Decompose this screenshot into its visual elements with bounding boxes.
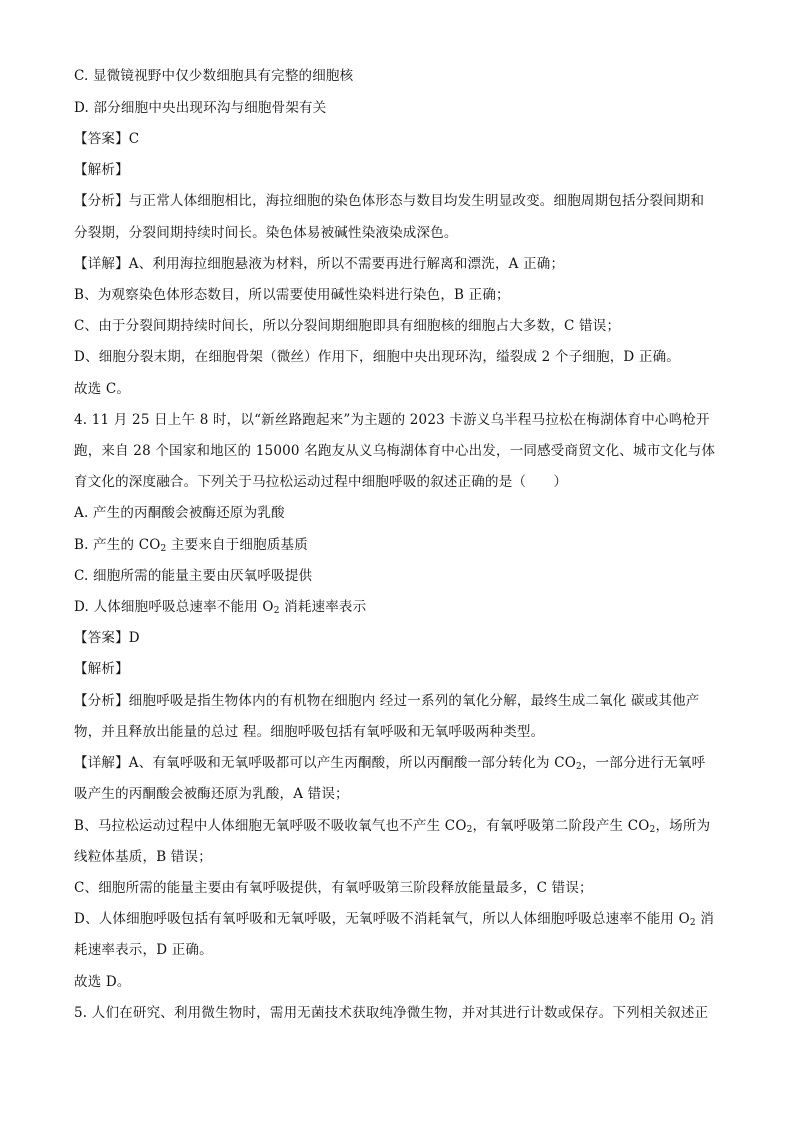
detail-a-q4-pre: 【详解】A、有氧呼吸和无氧呼吸都可以产生丙酮酸，所以丙酮酸一部分转化为 CO bbox=[74, 755, 577, 771]
detail-c-q3: C、由于分裂间期持续时间长，所以分裂间期细胞即具有细胞核的细胞占大多数，C 错误； bbox=[74, 318, 621, 334]
option-b-q4-post: 主要来自于细胞质基质 bbox=[166, 537, 308, 553]
option-a-q4: A. 产生的丙酮酸会被酶还原为乳酸 bbox=[74, 505, 285, 521]
option-c-q3: C. 显微镜视野中仅少数细胞具有完整的细胞核 bbox=[74, 68, 354, 84]
option-d-q4 bbox=[74, 598, 366, 616]
analysis-heading-q4: 【解析】 bbox=[74, 661, 129, 677]
analysis-text-q4-cont: 物，并且释放出能量的总过 程。细胞呼吸包括有氧呼吸和无氧呼吸两种类型。 bbox=[74, 724, 545, 740]
answer-q4: 【答案】D bbox=[74, 630, 140, 646]
subscript: 2 bbox=[273, 606, 280, 616]
option-d-q4-post: 消耗速率表示 bbox=[279, 599, 367, 615]
detail-b-q3: B、为观察染色体形态数目，所以需要使用碱性染料进行染色，B 正确； bbox=[74, 287, 510, 303]
question-4-stem: 4. 11 月 25 日上午 8 时，以“新丝路跑起来”为主题的 2023 卡游义乌半程马拉松在梅湖体育中心鸣枪开 bbox=[74, 412, 710, 428]
detail-a-q4 bbox=[74, 754, 705, 772]
subscript: 2 bbox=[466, 825, 473, 835]
detail-d-q3: D、细胞分裂末期，在细胞骨架（微丝）作用下，细胞中央出现环沟，缢裂成 2 个子细胞，D 正确。 bbox=[74, 349, 681, 365]
detail-b-q4-post: ，场所为 bbox=[655, 818, 711, 834]
detail-d-q4 bbox=[74, 910, 714, 928]
answer-q3: 【答案】C bbox=[74, 131, 140, 147]
analysis-heading-q3: 【解析】 bbox=[74, 162, 129, 178]
analysis-text-q3-cont: 分裂期，分裂间期持续时间长。染色体易被碱性染液染成深色。 bbox=[74, 225, 458, 241]
detail-d-q4-pre: D、人体细胞呼吸包括有氧呼吸和无氧呼吸，无氧呼吸不消耗氧气，所以人体细胞呼吸总速率不能用 O bbox=[74, 911, 690, 927]
detail-a-q4-post: ，一部分进行无氧呼 bbox=[581, 755, 706, 771]
question-4-stem-cont2: 育文化的深度融合。下列关于马拉松运动过程中细胞呼吸的叙述正确的是（ ） bbox=[74, 474, 568, 490]
option-d-q3: D. 部分细胞中央出现环沟与细胞骨架有关 bbox=[74, 100, 327, 116]
detail-b-q4-pre: B、马拉松运动过程中人体细胞无氧呼吸不吸收氧气也不产生 CO bbox=[74, 818, 467, 834]
detail-a-q4-cont: 吸产生的丙酮酸会被酶还原为乳酸，A 错误； bbox=[74, 786, 349, 802]
question-5-stem: 5. 人们在研究、利用微生物时，需用无菌技术获取纯净微生物，并对其进行计数或保存。下列相关叙述正 bbox=[74, 1005, 709, 1021]
subscript: 2 bbox=[576, 762, 582, 772]
detail-c-q4: C、细胞所需的能量主要由有氧呼吸提供，有氧呼吸第三阶段释放能量最多，C 错误； bbox=[74, 880, 593, 896]
option-b-q4 bbox=[74, 536, 308, 554]
option-c-q4: C. 细胞所需的能量主要由厌氧呼吸提供 bbox=[74, 568, 313, 584]
subscript: 2 bbox=[689, 918, 696, 928]
conclusion-q4: 故选 D。 bbox=[74, 974, 131, 990]
detail-b-q4 bbox=[74, 817, 710, 835]
analysis-text-q4: 【分析】细胞呼吸是指生物体内的有机物在细胞内 经过一系列的氧化分解，最终生成二氧化 碳或其他产 bbox=[74, 693, 700, 709]
conclusion-q3: 故选 C。 bbox=[74, 381, 131, 397]
subscript: 2 bbox=[649, 825, 656, 835]
detail-d-q4-cont: 耗速率表示，D 正确。 bbox=[74, 942, 213, 958]
option-d-q4-pre: D. 人体细胞呼吸总速率不能用 O bbox=[74, 599, 274, 615]
detail-b-q4-mid: ，有氧呼吸第二阶段产生 CO bbox=[472, 818, 650, 834]
detail-a-q3: 【详解】A、利用海拉细胞悬液为材料，所以不需要再进行解离和漂洗，A 正确； bbox=[74, 256, 565, 272]
detail-d-q4-post: 消 bbox=[695, 911, 715, 927]
option-b-q4-pre: B. 产生的 CO bbox=[74, 537, 161, 553]
analysis-text-q3: 【分析】与正常人体细胞相比，海拉细胞的染色体形态与数目均发生明显改变。细胞周期包括分裂间期和 bbox=[74, 193, 705, 209]
question-4-stem-cont: 跑，来自 28 个国家和地区的 15000 名跑友从义乌梅湖体育中心出发，一同感受商贸文化、城市文化与体 bbox=[74, 443, 716, 459]
subscript: 2 bbox=[160, 544, 167, 554]
detail-b-q4-cont: 线粒体基质，B 错误； bbox=[74, 849, 212, 865]
